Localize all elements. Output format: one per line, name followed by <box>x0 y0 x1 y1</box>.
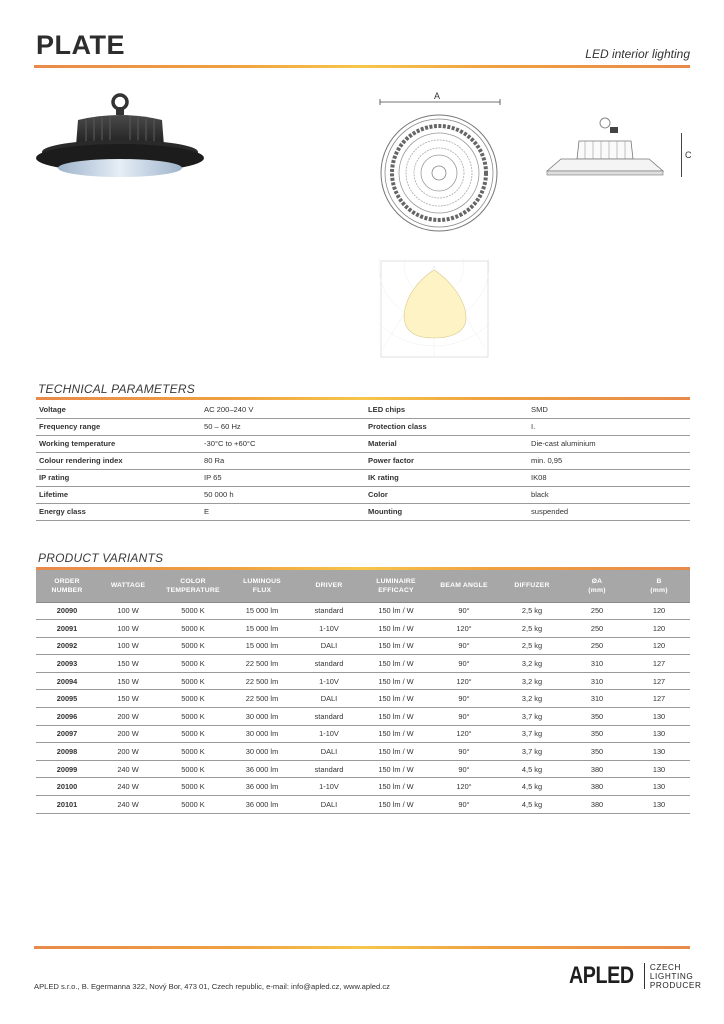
variant-cell: 20101 <box>36 796 98 814</box>
variant-cell: 200 W <box>98 708 158 726</box>
logo-tagline-line: LIGHTING <box>649 971 694 981</box>
param-label: IP rating <box>36 469 201 486</box>
param-value: SMD <box>528 401 690 418</box>
variant-cell: 90° <box>430 602 498 620</box>
variant-cell: 90° <box>430 760 498 778</box>
column-header-line: (mm) <box>650 586 668 594</box>
variant-cell: 380 <box>566 778 628 796</box>
variant-cell: 36 000 lm <box>228 778 296 796</box>
variant-cell: 3,2 kg <box>498 672 566 690</box>
variant-cell: 30 000 lm <box>228 725 296 743</box>
variant-cell: 120° <box>430 672 498 690</box>
footer-address: APLED s.r.o., B. Egermanna 322, Nový Bor, 473 01, Czech republic, e-mail: info@apled.cz, www.apled.cz <box>34 982 390 991</box>
param-value: 80 Ra <box>201 452 365 469</box>
variant-cell: 22 500 lm <box>228 690 296 708</box>
variant-cell: 4,5 kg <box>498 778 566 796</box>
variant-cell: 130 <box>628 743 690 761</box>
footer-divider <box>34 946 690 949</box>
top-view-drawing <box>375 88 505 238</box>
column-header <box>158 570 228 602</box>
variant-cell: 36 000 lm <box>228 796 296 814</box>
variant-cell: standard <box>296 708 362 726</box>
technical-parameters-divider <box>36 397 690 400</box>
variant-cell: 20098 <box>36 743 98 761</box>
dimension-c-line <box>681 133 682 177</box>
variant-cell: 90° <box>430 708 498 726</box>
dimension-c-label: C <box>685 150 692 160</box>
variant-cell: 4,5 kg <box>498 760 566 778</box>
variant-row <box>36 796 690 814</box>
param-label: Power factor <box>365 452 528 469</box>
column-header <box>228 570 296 602</box>
variant-cell: 5000 K <box>158 637 228 655</box>
variant-row <box>36 620 690 638</box>
variant-cell: 22 500 lm <box>228 655 296 673</box>
variant-cell: 5000 K <box>158 743 228 761</box>
param-label: Material <box>365 435 528 452</box>
variant-cell: 90° <box>430 637 498 655</box>
variant-cell: 130 <box>628 796 690 814</box>
variant-cell: 310 <box>566 690 628 708</box>
column-header-line: DIFFUZER <box>514 582 550 590</box>
variant-cell: 3,7 kg <box>498 743 566 761</box>
param-label: Mounting <box>365 503 528 520</box>
variant-cell: 20090 <box>36 602 98 620</box>
column-header <box>430 570 498 602</box>
variant-cell: 2,5 kg <box>498 637 566 655</box>
variant-cell: 90° <box>430 655 498 673</box>
page-title: PLATE <box>36 30 125 60</box>
variant-cell: 150 lm / W <box>362 760 430 778</box>
variant-cell: 5000 K <box>158 796 228 814</box>
tech-param-row <box>36 469 690 486</box>
param-label: IK rating <box>365 469 528 486</box>
param-value: E <box>201 503 365 520</box>
param-value: suspended <box>528 503 690 520</box>
variant-cell: 310 <box>566 672 628 690</box>
variant-cell: standard <box>296 602 362 620</box>
variant-cell: 130 <box>628 778 690 796</box>
logo-mark: APLED <box>569 962 634 989</box>
column-header-line: (mm) <box>588 586 606 594</box>
product-photo <box>30 88 212 188</box>
column-header-line: DRIVER <box>315 582 343 590</box>
tech-param-row <box>36 418 690 435</box>
column-header <box>98 570 158 602</box>
variant-cell: 350 <box>566 708 628 726</box>
variant-cell: 120° <box>430 778 498 796</box>
variant-cell: 350 <box>566 725 628 743</box>
variant-cell: 150 W <box>98 672 158 690</box>
logo-tagline-line: PRODUCER <box>649 980 702 990</box>
variant-cell: 120° <box>430 725 498 743</box>
variant-cell: 127 <box>628 655 690 673</box>
variant-row <box>36 743 690 761</box>
variant-cell: 5000 K <box>158 778 228 796</box>
variant-cell: standard <box>296 655 362 673</box>
variant-cell: 120 <box>628 637 690 655</box>
product-variants-table <box>36 570 690 814</box>
variant-cell: 3,2 kg <box>498 690 566 708</box>
param-label: Energy class <box>36 503 201 520</box>
column-header-line: NUMBER <box>51 586 83 594</box>
variant-cell: 20092 <box>36 637 98 655</box>
column-header-line: BEAM ANGLE <box>440 582 488 590</box>
variant-cell: 250 <box>566 637 628 655</box>
variant-cell: 120° <box>430 620 498 638</box>
column-header-line: TEMPERATURE <box>166 586 220 594</box>
header-divider <box>34 65 690 68</box>
variant-cell: 20097 <box>36 725 98 743</box>
variant-cell: 380 <box>566 760 628 778</box>
variant-cell: standard <box>296 760 362 778</box>
variant-cell: 90° <box>430 743 498 761</box>
tech-param-row <box>36 486 690 503</box>
variant-row <box>36 778 690 796</box>
variant-cell: 5000 K <box>158 655 228 673</box>
variant-cell: 150 lm / W <box>362 637 430 655</box>
param-label: LED chips <box>365 401 528 418</box>
variant-cell: 30 000 lm <box>228 743 296 761</box>
variant-cell: 100 W <box>98 637 158 655</box>
variant-cell: 130 <box>628 708 690 726</box>
variant-cell: 100 W <box>98 602 158 620</box>
column-header-line: LUMINOUS <box>243 577 281 585</box>
variant-cell: 36 000 lm <box>228 760 296 778</box>
variant-cell: 120 <box>628 620 690 638</box>
variant-cell: 20091 <box>36 620 98 638</box>
logo-tagline <box>650 963 702 990</box>
variant-cell: 250 <box>566 602 628 620</box>
variant-row <box>36 602 690 620</box>
variant-cell: 150 W <box>98 690 158 708</box>
param-value: AC 200–240 V <box>201 401 365 418</box>
variant-cell: 130 <box>628 760 690 778</box>
param-label: Color <box>365 486 528 503</box>
dimension-a-label: A <box>434 91 441 101</box>
variant-cell: 120 <box>628 602 690 620</box>
variant-cell: 15 000 lm <box>228 637 296 655</box>
param-value: 50 000 h <box>201 486 365 503</box>
variant-row <box>36 760 690 778</box>
param-value: IP 65 <box>201 469 365 486</box>
param-value: -30°C to +60°C <box>201 435 365 452</box>
light-distribution-diagram <box>378 258 491 360</box>
variant-cell: 150 W <box>98 655 158 673</box>
technical-parameters-title: TECHNICAL PARAMETERS <box>38 382 195 396</box>
variant-cell: 150 lm / W <box>362 690 430 708</box>
technical-parameters-table <box>36 401 690 521</box>
variant-row <box>36 690 690 708</box>
variant-cell: 240 W <box>98 778 158 796</box>
param-value: I. <box>528 418 690 435</box>
variant-cell: 2,5 kg <box>498 602 566 620</box>
variant-cell: 90° <box>430 690 498 708</box>
variant-cell: DALI <box>296 743 362 761</box>
variant-cell: 200 W <box>98 725 158 743</box>
variant-cell: 240 W <box>98 760 158 778</box>
param-label: Colour rendering index <box>36 452 201 469</box>
column-header-line: B <box>656 577 662 585</box>
variant-row <box>36 672 690 690</box>
variant-cell: 1-10V <box>296 725 362 743</box>
variant-cell: 22 500 lm <box>228 672 296 690</box>
column-header-line: FLUX <box>252 586 272 594</box>
variant-cell: 3,2 kg <box>498 655 566 673</box>
column-header-line: EFFICACY <box>378 586 414 594</box>
variant-row <box>36 708 690 726</box>
variant-cell: 20096 <box>36 708 98 726</box>
apled-logo <box>569 962 702 990</box>
variant-cell: 1-10V <box>296 672 362 690</box>
variant-cell: 127 <box>628 690 690 708</box>
param-label: Frequency range <box>36 418 201 435</box>
column-header-line: WATTAGE <box>110 582 146 590</box>
variant-cell: 100 W <box>98 620 158 638</box>
variant-cell: 5000 K <box>158 620 228 638</box>
variant-cell: 30 000 lm <box>228 708 296 726</box>
side-view-drawing <box>545 115 665 185</box>
variant-cell: 1-10V <box>296 620 362 638</box>
variant-cell: DALI <box>296 690 362 708</box>
variant-cell: 130 <box>628 725 690 743</box>
column-header-line: COLOR <box>180 577 206 585</box>
tech-param-row <box>36 452 690 469</box>
variant-cell: DALI <box>296 637 362 655</box>
variant-cell: 150 lm / W <box>362 743 430 761</box>
param-value: min. 0,95 <box>528 452 690 469</box>
variant-cell: 20093 <box>36 655 98 673</box>
tech-param-row <box>36 503 690 520</box>
variant-cell: 15 000 lm <box>228 620 296 638</box>
variant-cell: 5000 K <box>158 725 228 743</box>
product-variants-title: PRODUCT VARIANTS <box>38 551 164 565</box>
variant-cell: 3,7 kg <box>498 725 566 743</box>
variant-cell: 250 <box>566 620 628 638</box>
variant-cell: 150 lm / W <box>362 778 430 796</box>
variant-cell: 5000 K <box>158 690 228 708</box>
column-header <box>498 570 566 602</box>
variant-cell: 5000 K <box>158 672 228 690</box>
variant-cell: 5000 K <box>158 602 228 620</box>
tech-param-row <box>36 435 690 452</box>
variant-cell: 20094 <box>36 672 98 690</box>
variant-cell: 150 lm / W <box>362 655 430 673</box>
column-header <box>362 570 430 602</box>
variant-cell: DALI <box>296 796 362 814</box>
variant-cell: 1-10V <box>296 778 362 796</box>
variant-cell: 150 lm / W <box>362 672 430 690</box>
variant-cell: 5000 K <box>158 708 228 726</box>
param-value: IK08 <box>528 469 690 486</box>
variant-cell: 150 lm / W <box>362 725 430 743</box>
variant-cell: 150 lm / W <box>362 708 430 726</box>
tech-param-row <box>36 401 690 418</box>
variant-cell: 20095 <box>36 690 98 708</box>
param-label: Voltage <box>36 401 201 418</box>
param-value: 50 – 60 Hz <box>201 418 365 435</box>
variant-cell: 127 <box>628 672 690 690</box>
column-header <box>296 570 362 602</box>
param-value: black <box>528 486 690 503</box>
column-header <box>36 570 98 602</box>
variant-cell: 15 000 lm <box>228 602 296 620</box>
param-label: Lifetime <box>36 486 201 503</box>
variant-cell: 310 <box>566 655 628 673</box>
column-header <box>628 570 690 602</box>
variant-cell: 20100 <box>36 778 98 796</box>
variant-cell: 4,5 kg <box>498 796 566 814</box>
variant-cell: 90° <box>430 796 498 814</box>
logo-tagline-line: CZECH <box>649 962 682 972</box>
column-header <box>566 570 628 602</box>
variant-cell: 200 W <box>98 743 158 761</box>
variant-cell: 2,5 kg <box>498 620 566 638</box>
variant-row <box>36 725 690 743</box>
variant-cell: 5000 K <box>158 760 228 778</box>
variant-row <box>36 637 690 655</box>
variant-cell: 3,7 kg <box>498 708 566 726</box>
variant-cell: 150 lm / W <box>362 602 430 620</box>
variant-cell: 20099 <box>36 760 98 778</box>
param-label: Protection class <box>365 418 528 435</box>
variant-cell: 150 lm / W <box>362 796 430 814</box>
page-subtitle: LED interior lighting <box>585 47 690 61</box>
variant-cell: 150 lm / W <box>362 620 430 638</box>
column-header-line: LUMINAIRE <box>376 577 416 585</box>
logo-separator <box>644 963 645 989</box>
column-header-line: ORDER <box>54 577 80 585</box>
param-label: Working temperature <box>36 435 201 452</box>
variant-row <box>36 655 690 673</box>
variant-cell: 380 <box>566 796 628 814</box>
param-value: Die-cast aluminium <box>528 435 690 452</box>
column-header-line: ØA <box>591 577 603 585</box>
variant-cell: 240 W <box>98 796 158 814</box>
variant-cell: 350 <box>566 743 628 761</box>
